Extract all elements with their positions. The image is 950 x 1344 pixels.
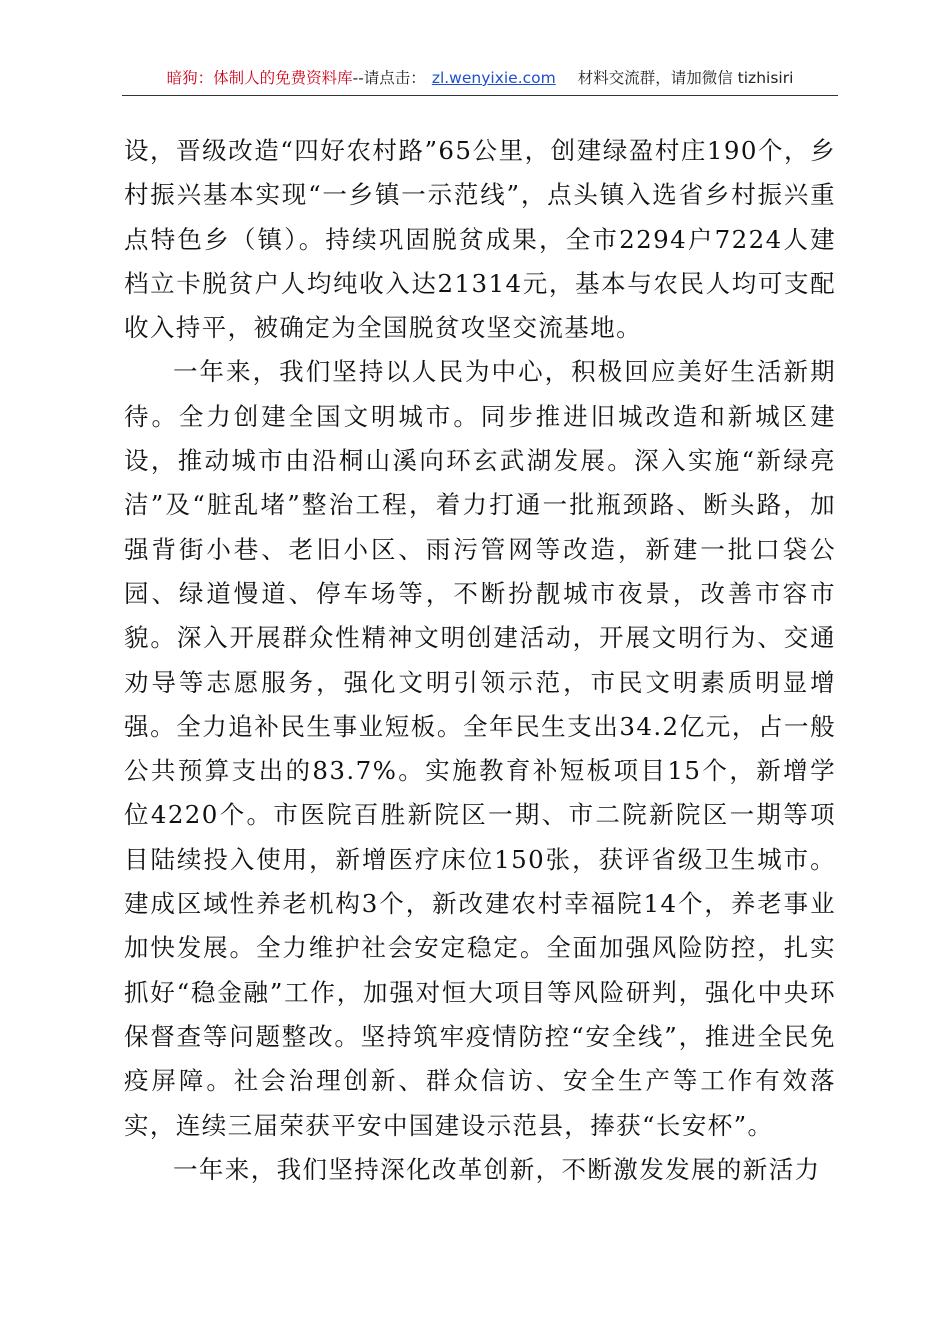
paragraph-continuation: 设，晋级改造“四好农村路”65公里，创建绿盈村庄190个，乡村振兴基本实现“一乡镇一示范线”，点头镇入选省乡村振兴重点特色乡（镇）。持续巩固脱贫成果，全市2294户7224人建档立卡脱贫户人均纯收入达21314元，基本与农民人均可支配收入持平，被确定为全国脱贫攻坚交流基地。 [124, 136, 836, 343]
header-group-text: 材料交流群，请加微信 tizhisiri [577, 69, 794, 87]
header-brand: 暗狗：体制人的免费资料库 [166, 69, 353, 87]
header-link[interactable]: zl.wenyixie.com [431, 69, 556, 87]
page-header [122, 62, 838, 96]
header-click-label: --请点击： [352, 69, 426, 87]
paragraph-people-centered: 一年来，我们坚持以人民为中心，积极回应美好生活新期待。全力创建全国文明城市。同步推进旧城改造和新城区建设，推动城市由沿桐山溪向环玄武湖发展。深入实施“新绿亮洁”及“脏乱堵”整治工程，着力打通一批瓶颈路、断头路，加强背街小巷、老旧小区、雨污管网等改造，新建一批口袋公园、绿道慢道、停车场等，不断扮靓城市夜景，改善市容市貌。深入开展群众性精神文明创建活动，开展文明行为、交通劝导等志愿服务，强化文明引领示范，市民文明素质明显增强。全力追补民生事业短板。全年民生支出34.2亿元，占一般公共预算支出的83.7%。实施教育补短板项目15个，新增学位4220个。市医院百胜新院区一期、市二院新院区一期等项目陆续投入使用，新增医疗床位150张，获评省级卫生城市。建成区域性养老机构3个，新改建农村幸福院14个，养老事业加快发展。全力维护社会安定稳定。全面加强风险防控，扎实抓好“稳金融”工作，加强对恒大项目等风险研判，强化中央环保督查等问题整改。坚持筑牢疫情防控“安全线”，推进全民免疫屏障。社会治理创新、群众信访、安全生产等工作有效落实，连续三届荣获平安中国建设示范县，捧获“长安杯”。 [124, 357, 836, 1140]
paragraph-reform-innovation: 一年来，我们坚持深化改革创新，不断激发发展的新活力 [173, 1154, 821, 1184]
document-body [124, 129, 836, 1192]
